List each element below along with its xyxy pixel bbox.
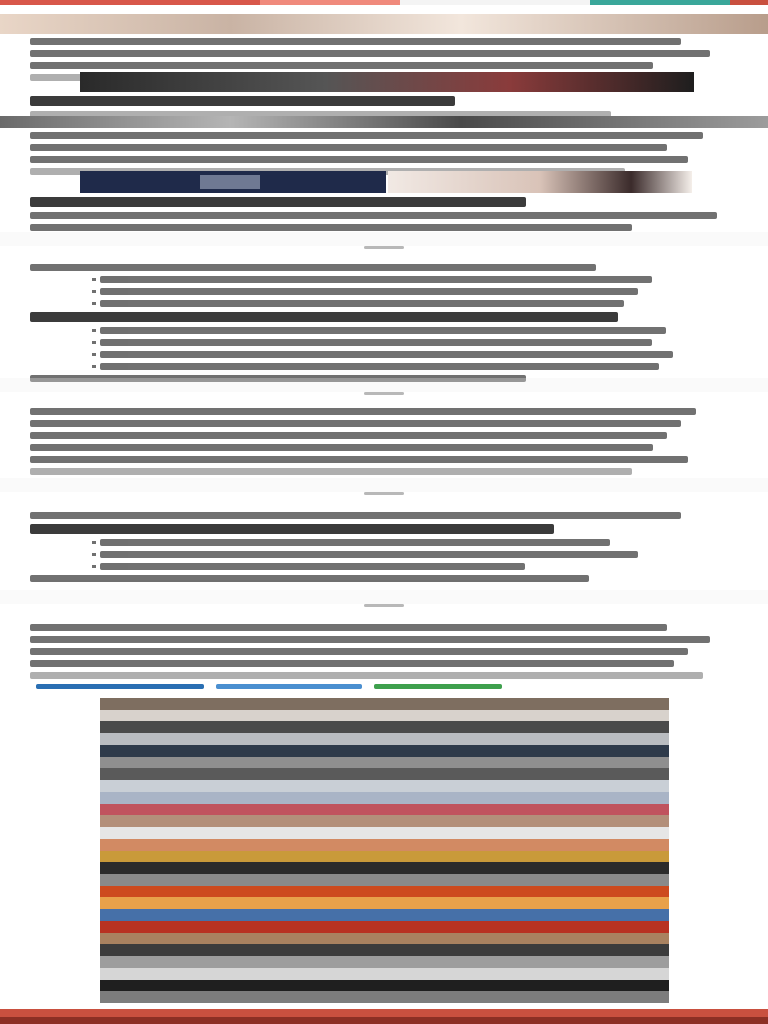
section-band [0,232,768,246]
list-section-1 [30,264,738,387]
footer-bottom-bar [0,1017,768,1024]
section-band [0,378,768,392]
section-divider [364,246,404,249]
body-paragraph-4 [30,624,738,684]
body-paragraph-3 [30,408,738,480]
section-divider [364,604,404,607]
list-section-2 [30,512,738,587]
section-divider [364,392,404,395]
promo-image-left [80,171,386,193]
top-accent-bar [0,0,768,5]
hero-image-strip [0,14,768,34]
section-band [0,478,768,492]
source-link[interactable] [36,684,204,689]
photo-gallery [100,698,669,1003]
section-band [0,590,768,604]
source-link[interactable] [374,684,502,689]
source-links [36,684,502,689]
section-divider [364,492,404,495]
body-paragraph-2 [30,197,738,236]
promo-image-right [388,171,692,193]
full-width-image [0,116,768,128]
banner-image [80,72,694,92]
source-link[interactable] [216,684,362,689]
